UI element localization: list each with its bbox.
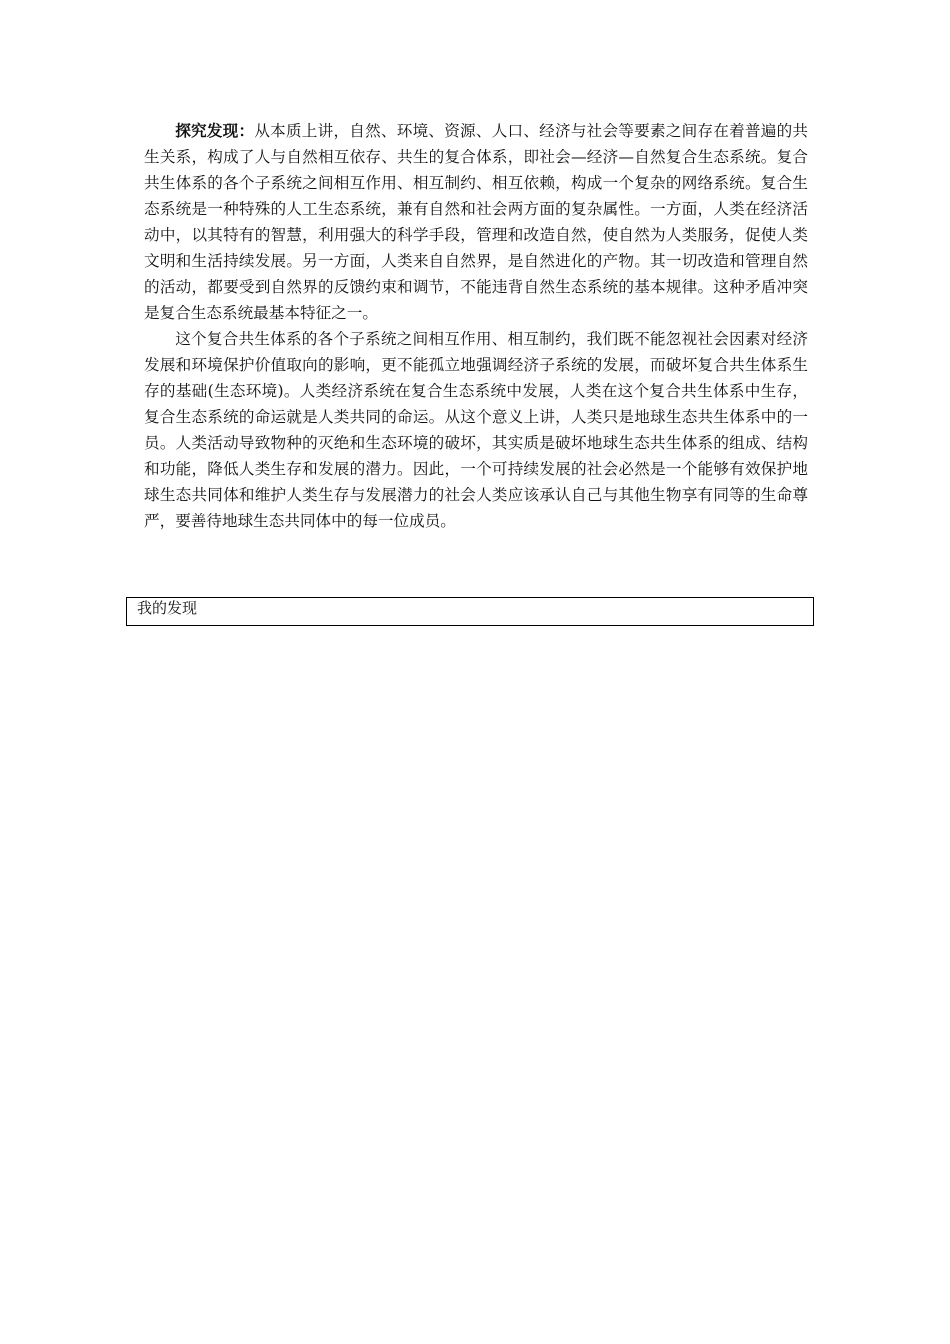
inquiry-finding-lead: 探究发现：	[175, 121, 255, 140]
document-body	[144, 118, 808, 534]
paragraph-inquiry-finding	[144, 118, 808, 326]
my-finding-label: 我的发现	[137, 599, 198, 617]
paragraph-2-text: 这个复合共生体系的各个子系统之间相互作用、相互制约，我们既不能忽视社会因素对经济发展和环境保护价值取向的影响，更不能孤立地强调经济子系统的发展，而破坏复合共生体系生存的基础(生态环境)。人类经济系统在复合生态系统中发展，人类在这个复合共生体系中生存，复合生态系统的命运就是人类共同的命运。从这个意义上讲，人类只是地球生态共生体系中的一员。人类活动导致物种的灭绝和生态环境的破坏，其实质是破坏地球生态共生体系的组成、结构和功能，降低人类生存和发展的潜力。因此，一个可持续发展的社会必然是一个能够有效保护地球生态共同体和维护人类生存与发展潜力的社会人类应该承认自己与其他生物享有同等的生命尊严，要善待地球生态共同体中的每一位成员。	[144, 330, 808, 530]
my-finding-box[interactable]	[126, 597, 814, 626]
paragraph-1-text: 从本质上讲，自然、环境、资源、人口、经济与社会等要素之间存在着普遍的共生关系，构成了人与自然相互依存、共生的复合体系，即社会—经济—自然复合生态系统。复合共生体系的各个子系统之间相互作用、相互制约、相互依赖，构成一个复杂的网络系统。复合生态系统是一种特殊的人工生态系统，兼有自然和社会两方面的复杂属性。一方面，人类在经济活动中，以其特有的智慧，利用强大的科学手段，管理和改造自然，使自然为人类服务，促使人类文明和生活持续发展。另一方面，人类来自自然界，是自然进化的产物。其一切改造和管理自然的活动，都要受到自然界的反馈约束和调节，不能违背自然生态系统的基本规律。这种矛盾冲突是复合生态系统最基本特征之一。	[144, 122, 808, 322]
paragraph-2	[144, 326, 808, 534]
